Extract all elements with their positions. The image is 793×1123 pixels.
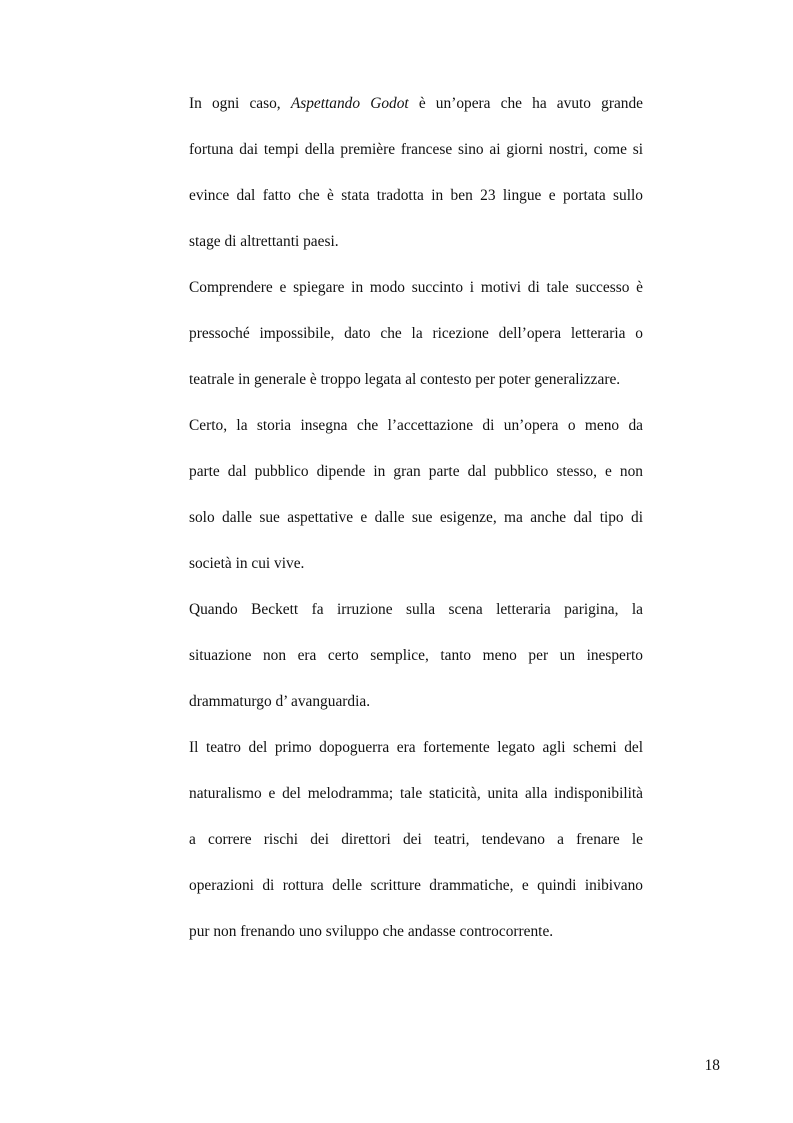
text-line: pressoché impossibile, dato che la ricezione dell’opera letteraria o [189, 325, 643, 342]
text-line: Comprendere e spiegare in modo succinto i motivi di tale successo è [189, 279, 643, 296]
line-segment: è un’opera che ha avuto grande [408, 95, 644, 112]
text-line: operazioni di rottura delle scritture drammatiche, e quindi inibivano [189, 877, 643, 894]
paragraph-last-line: stage di altrettanti paesi. [189, 233, 339, 250]
text-line [189, 94, 643, 114]
text-line: fortuna dai tempi della première francese sino ai giorni nostri, come si [189, 141, 643, 158]
text-line: Il teatro del primo dopoguerra era fortemente legato agli schemi del [189, 739, 643, 756]
line-segment: In ogni caso, [189, 95, 291, 112]
text-line: solo dalle sue aspettative e dalle sue esigenze, ma anche dal tipo di [189, 509, 643, 526]
page-number: 18 [704, 1057, 720, 1074]
text-line: Quando Beckett fa irruzione sulla scena letteraria parigina, la [189, 601, 643, 618]
paragraph-last-line: società in cui vive. [189, 555, 305, 572]
text-line: parte dal pubblico dipende in gran parte dal pubblico stesso, e non [189, 463, 643, 480]
text-line: Certo, la storia insegna che l’accettazione di un’opera o meno da [189, 417, 643, 434]
text-line: naturalismo e del melodramma; tale staticità, unita alla indisponibilità [189, 785, 643, 802]
text-line: a correre rischi dei direttori dei teatri, tendevano a frenare le [189, 831, 643, 848]
text-line: situazione non era certo semplice, tanto meno per un inesperto [189, 647, 643, 664]
paragraph-last-line: teatrale in generale è troppo legata al contesto per poter generalizzare. [189, 371, 621, 388]
italic-title: Aspettando Godot [290, 95, 409, 112]
paragraph-last-line: pur non frenando uno sviluppo che andasse controcorrente. [189, 923, 554, 940]
paragraph-last-line: drammaturgo d’ avanguardia. [189, 693, 371, 710]
text-line: evince dal fatto che è stata tradotta in ben 23 lingue e portata sullo [189, 187, 643, 204]
